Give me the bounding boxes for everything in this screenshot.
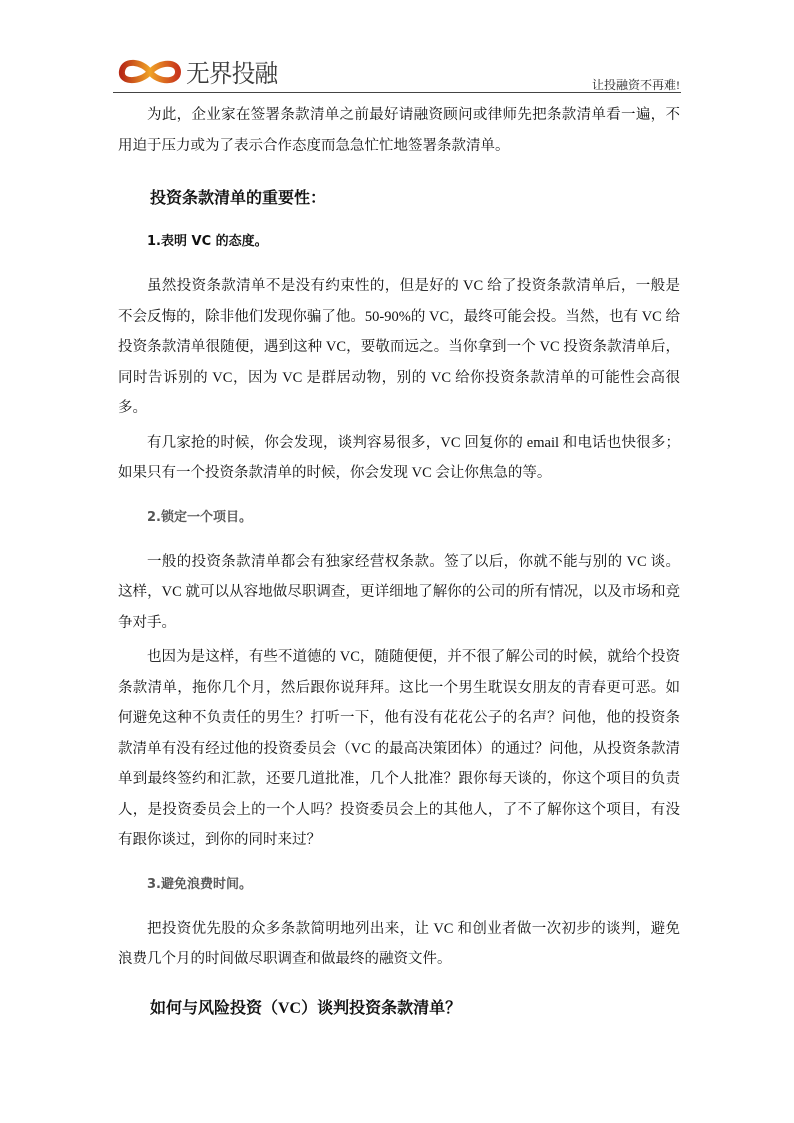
header-divider [113,92,681,93]
point2-paragraph-1: 一般的投资条款清单都会有独家经营权条款。签了以后，你就不能与别的 VC 谈。这样，VC 就可以从容地做尽职调查，更详细地了解你的公司的所有情况，以及市场和竞争对手。 [118,553,680,631]
logo-text: 无界投融 [186,59,278,88]
section-title-negotiation: 如何与风险投资（VC）谈判投资条款清单？ [150,999,462,1017]
intro-paragraph: 为此，企业家在签署条款清单之前最好请融资顾问或律师先把条款清单看一遍，不用迫于压力或为了表示合作态度而急急忙忙地签署条款清单。 [118,107,680,154]
point1-paragraph-1: 虽然投资条款清单不是没有约束性的，但是好的 VC 给了投资条款清单后，一般是不会反悔的，除非他们发现你骗了他。50-90%的 VC，最终可能会投。当然，也有 VC 给投资条款清单很随便，遇到这种 VC，要敬而远之。当你拿到一个 VC 投资条款清单后，同时告诉别的 VC，因为 VC 是群居动物，别的 VC 给你投资条款清单的可能性会高很多。 [118,278,680,416]
point3-paragraph-1: 把投资优先股的众多条款简明地列出来，让 VC 和创业者做一次初步的谈判，避免浪费几个月的时间做尽职调查和做最终的融资文件。 [118,920,680,967]
point2-title: 2.锁定一个项目。 [147,509,252,525]
point1-paragraph-2: 有几家抢的时候，你会发现，谈判容易很多，VC 回复你的 email 和电话也快很多；如果只有一个投资条款清单的时候，你会发现 VC 会让你焦急的等。 [118,434,680,481]
page-header [118,50,680,94]
slogan: 让投融资不再难! [592,78,680,92]
brand-logo [118,54,282,90]
document-body [118,100,680,1021]
point1-title: 1.表明 VC 的态度。 [147,234,268,249]
section-title-importance: 投资条款清单的重要性： [150,190,327,207]
point2-paragraph-2: 也因为是这样，有些不道德的 VC，随随便便，并不很了解公司的时候，就给个投资条款清单，拖你几个月，然后跟你说拜拜。这比一个男生耽误女朋友的青春更可恶。如何避免这种不负责任的男生？打听一下，他有没有花花公子的名声？问他，他的投资条款清单有没有经过他的投资委员会（VC 的最高决策团体）的通过？问他，从投资条款清单到最终签约和汇款，还要几道批准，几个人批准？跟你每天谈的，你这个项目的负责人，是投资委员会上的一个人吗？投资委员会上的其他人，了不了解你这个项目，有没有跟你谈过，到你的同时来过？ [118,649,680,848]
infinity-logo-icon [118,57,182,87]
point3-title: 3.避免浪费时间。 [147,876,252,892]
